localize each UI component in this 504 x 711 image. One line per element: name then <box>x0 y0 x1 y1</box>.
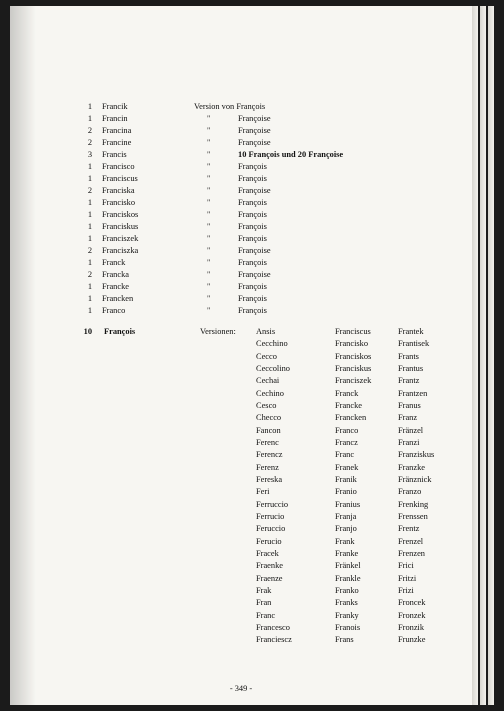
version-name: Fran <box>256 598 272 608</box>
version-name: Franius <box>335 499 361 509</box>
ditto-mark: " <box>207 306 211 315</box>
entry-count: 2 <box>87 138 92 147</box>
version-name: Fronzek <box>398 610 426 620</box>
entry-name: Francin <box>102 114 128 123</box>
entry-name: Franciska <box>102 186 135 195</box>
version-name: Francz <box>335 437 358 447</box>
version-name: Franzke <box>398 462 425 472</box>
version-name: Fereska <box>256 474 283 484</box>
entry-variant: François <box>238 198 267 207</box>
version-name: Franziskus <box>398 450 435 460</box>
version-name: Franek <box>335 462 359 472</box>
entry-name: Franciscus <box>102 174 138 183</box>
version-name: Frizi <box>398 585 414 595</box>
version-name: Franio <box>335 487 357 497</box>
ditto-mark: " <box>207 186 211 195</box>
entry-count: 1 <box>87 234 92 243</box>
entry-variant: François <box>238 294 267 303</box>
version-name: Fancon <box>256 425 281 435</box>
version-name: Ferenc <box>256 437 279 447</box>
entry-name: Franciszek <box>102 234 139 243</box>
page-number: - 349 - <box>229 684 253 693</box>
version-name: Franzi <box>398 437 420 447</box>
ditto-mark: " <box>207 162 211 171</box>
version-name: Francisko <box>335 339 369 349</box>
entry-variant: Version von François <box>194 102 266 111</box>
entry-count: 1 <box>87 102 92 111</box>
version-name: Feri <box>256 487 270 497</box>
entry-count: 3 <box>87 150 92 159</box>
version-name: Cecco <box>256 351 277 361</box>
entry-variant: François <box>238 162 267 171</box>
entry-name: Francisco <box>102 162 135 171</box>
entry-count: 2 <box>87 126 92 135</box>
version-name: Franja <box>335 511 357 521</box>
entry-count: 2 <box>87 246 92 255</box>
version-name: Frunzke <box>398 635 426 645</box>
entry-name: Franck <box>102 258 126 267</box>
version-name: Fracek <box>256 548 279 558</box>
version-name: Ansis <box>256 327 276 336</box>
version-name: Franke <box>335 548 359 558</box>
version-name: Franois <box>335 622 361 632</box>
version-name: Ferrucio <box>256 511 285 521</box>
version-name: Franc <box>335 450 355 460</box>
entry-variant: François <box>238 174 267 183</box>
version-name: Ferencz <box>256 450 283 460</box>
entry-count: 2 <box>87 186 92 195</box>
version-name: Franciscus <box>335 327 371 336</box>
version-name: Franciskus <box>335 363 372 373</box>
version-name: Fritzi <box>398 573 417 583</box>
versions-label: Versionen: <box>200 327 236 336</box>
entry-name: Francken <box>102 294 134 303</box>
page-edge <box>472 6 478 705</box>
ditto-mark: " <box>207 258 211 267</box>
entry-variant: Françoise <box>238 126 271 135</box>
summary-name: François <box>104 327 136 336</box>
entry-count: 1 <box>87 174 92 183</box>
version-name: Franjo <box>335 524 357 534</box>
entry-name: Franciskos <box>102 210 139 219</box>
version-name: Franco <box>335 425 359 435</box>
version-name: Fränzel <box>398 425 424 435</box>
entry-name: Francina <box>102 126 132 135</box>
version-name: Checco <box>256 413 282 423</box>
entry-count: 1 <box>87 198 92 207</box>
entry-variant: François <box>238 282 267 291</box>
version-name: Francke <box>335 400 362 410</box>
version-name: Franciskos <box>335 351 372 361</box>
entry-variant: Françoise <box>238 246 271 255</box>
entry-name: Francis <box>102 150 127 159</box>
entry-count: 1 <box>87 162 92 171</box>
version-name: Frantzen <box>398 388 428 398</box>
version-name: Ferucio <box>256 536 282 546</box>
ditto-mark: " <box>207 282 211 291</box>
entry-name: Franciskus <box>102 222 139 231</box>
version-name: Cesco <box>256 400 277 410</box>
entry-variant: Françoise <box>238 114 271 123</box>
version-name: Ferruccio <box>256 499 289 509</box>
entry-count: 1 <box>87 282 92 291</box>
version-name: Ferenz <box>256 462 279 472</box>
version-name: Franky <box>335 610 359 620</box>
version-name: Franz <box>398 413 418 423</box>
version-name: Franus <box>398 400 421 410</box>
entry-count: 1 <box>87 294 92 303</box>
version-name: Fränkel <box>335 561 361 571</box>
version-name: Cechai <box>256 376 280 386</box>
version-name: Franciescz <box>256 635 292 645</box>
entry-count: 1 <box>87 306 92 315</box>
entry-count: 2 <box>87 270 92 279</box>
entry-name: Franciszka <box>102 246 139 255</box>
version-name: Francesco <box>256 622 290 632</box>
version-name: Francken <box>335 413 367 423</box>
version-name: Frak <box>256 585 272 595</box>
entry-count: 1 <box>87 222 92 231</box>
version-name: Franik <box>335 474 357 484</box>
ditto-mark: " <box>207 150 211 159</box>
entry-variant: Françoise <box>238 186 271 195</box>
version-name: Franck <box>335 388 359 398</box>
entry-count: 1 <box>87 210 92 219</box>
entry-name: Francik <box>102 102 128 111</box>
version-name: Frankle <box>335 573 361 583</box>
ditto-mark: " <box>207 234 211 243</box>
version-name: Frenssen <box>398 511 428 521</box>
entry-variant: Françoise <box>238 270 271 279</box>
version-name: Froncek <box>398 598 426 608</box>
ditto-mark: " <box>207 246 211 255</box>
book-page <box>10 6 472 705</box>
ditto-mark: " <box>207 198 211 207</box>
version-name: Frenzen <box>398 548 425 558</box>
version-name: Feruccio <box>256 524 286 534</box>
version-name: Frici <box>398 561 414 571</box>
ditto-mark: " <box>207 138 211 147</box>
entry-name: Francka <box>102 270 129 279</box>
entry-name: Francine <box>102 138 132 147</box>
version-name: Fronzik <box>398 622 425 632</box>
ditto-mark: " <box>207 210 211 219</box>
version-name: Frantus <box>398 363 424 373</box>
entry-variant: François <box>238 234 267 243</box>
entry-name: Francisko <box>102 198 136 207</box>
version-name: Fränznick <box>398 474 432 484</box>
version-name: Frans <box>335 635 354 645</box>
entry-variant: François <box>238 210 267 219</box>
version-name: Franciszek <box>335 376 372 386</box>
ditto-mark: " <box>207 222 211 231</box>
version-name: Frenzel <box>398 536 424 546</box>
version-name: Cecchino <box>256 339 288 349</box>
ditto-mark: " <box>207 174 211 183</box>
entry-variant: Françoise <box>238 138 271 147</box>
page-gutter-shadow <box>10 6 36 705</box>
version-name: Franc <box>256 610 276 620</box>
ditto-mark: " <box>207 270 211 279</box>
version-name: Franks <box>335 598 358 608</box>
entry-count: 1 <box>87 114 92 123</box>
version-name: Frantisek <box>398 339 430 349</box>
ditto-mark: " <box>207 114 211 123</box>
entry-variant: François <box>238 222 267 231</box>
version-name: Frantz <box>398 376 420 386</box>
entry-variant: François <box>238 258 267 267</box>
entry-count: 1 <box>87 258 92 267</box>
ditto-mark: " <box>207 294 211 303</box>
version-name: Ceccolino <box>256 363 290 373</box>
version-name: Frentz <box>398 524 420 534</box>
version-name: Franko <box>335 585 359 595</box>
entry-variant: 10 François und 20 Françoise <box>238 150 344 159</box>
version-name: Frenking <box>398 499 429 509</box>
version-name: Fraenze <box>256 573 283 583</box>
entry-variant: François <box>238 306 267 315</box>
version-name: Franzo <box>398 487 422 497</box>
version-name: Fraenke <box>256 561 283 571</box>
version-name: Cechino <box>256 388 284 398</box>
entry-name: Franco <box>102 306 126 315</box>
page-edge <box>488 6 494 705</box>
entry-name: Francke <box>102 282 129 291</box>
ditto-mark: " <box>207 126 211 135</box>
summary-count: 10 <box>83 327 92 336</box>
version-name: Frants <box>398 351 419 361</box>
page-edge <box>480 6 486 705</box>
version-name: Frank <box>335 536 355 546</box>
version-name: Frantek <box>398 327 424 336</box>
